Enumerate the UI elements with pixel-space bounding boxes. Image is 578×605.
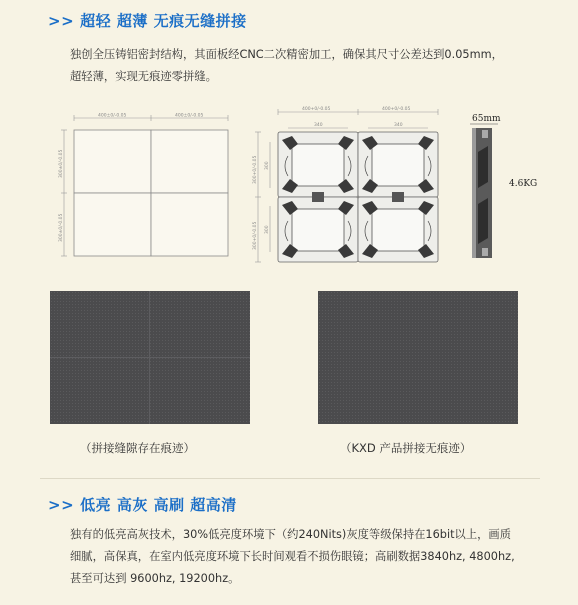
dimension-label: 300+0/-0.05 [253, 155, 258, 184]
description-line: 细腻，高保真，在室内低亮度环境下长时间观看不损伤眼镜；高刷数据3840hz, 4800hz, [70, 550, 515, 563]
dimension-label: 340 [394, 123, 403, 128]
section-title: 超轻 超薄 无痕无缝拼接 [80, 12, 247, 30]
section-description [70, 524, 560, 590]
dimension-label: 400+0/-0.05 [382, 107, 411, 112]
dimension-label: 300 [265, 225, 270, 234]
section-heading-low-brightness [48, 494, 237, 515]
description-line: 独创全压铸铝密封结构，其面板经CNC二次精密加工，确保其尺寸公差达到0.05mm， [70, 48, 503, 61]
double-arrow-icon: >> [48, 12, 75, 30]
dimension-label: 340 [314, 123, 323, 128]
section-divider [40, 478, 540, 479]
section-description [70, 44, 560, 88]
caption-left: （拼接缝隙存在痕迹） [80, 441, 195, 455]
dimension-label: 400±0/-0.05 [175, 113, 204, 119]
caption-right: （KXD 产品拼接无痕迹） [340, 441, 472, 455]
cabinet-structure-diagram [252, 104, 448, 266]
seamless-panel-photo [318, 291, 518, 424]
weight-label: 4.6KG [509, 179, 538, 189]
double-arrow-icon: >> [48, 496, 75, 514]
section-title: 低亮 高灰 高刷 超高清 [80, 496, 237, 514]
cabinet-side-profile [468, 112, 548, 264]
description-line: 甚至可达到 9600hz, 19200hz。 [70, 572, 240, 585]
description-line: 超轻薄，实现无痕迹零拼缝。 [70, 70, 217, 83]
dimension-label: 400±0/-0.05 [98, 113, 127, 119]
dimension-label: 300±0/-0.05 [59, 213, 64, 242]
section-heading-ultra-thin [48, 10, 247, 31]
dimension-label: 300±0/-0.05 [59, 149, 64, 178]
seamed-panel-photo [50, 291, 250, 424]
dimension-label: 300 [265, 161, 270, 170]
depth-label: 65mm [472, 114, 501, 124]
description-line: 独有的低亮高灰技术，30%低亮度环境下（约240Nits)灰度等级保持在16bit以上，画质 [70, 528, 512, 541]
dimension-label: 300+0/-0.05 [253, 221, 258, 250]
seam-grid-diagram [58, 112, 236, 262]
dimension-label: 400+0/-0.05 [302, 107, 331, 112]
seam-line [50, 357, 250, 358]
